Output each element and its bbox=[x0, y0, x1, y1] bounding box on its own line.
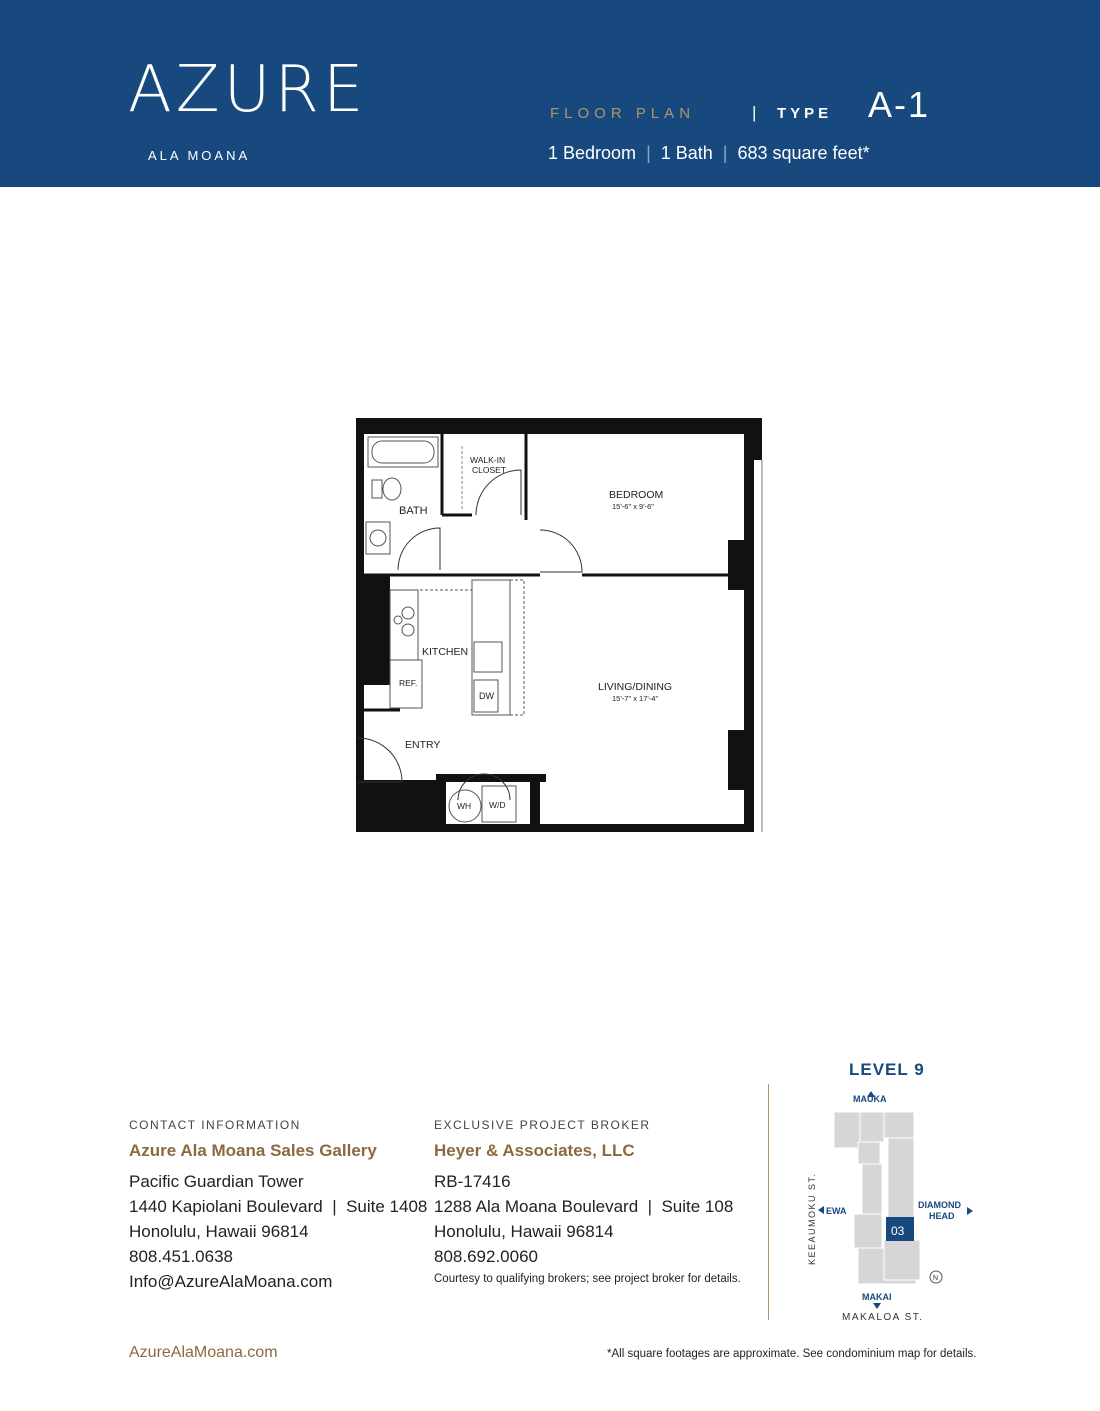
contact-address: 1440 Kapiolani Boulevard | Suite 1408 bbox=[129, 1197, 428, 1216]
label-wh: WH bbox=[457, 801, 472, 811]
label-head: HEAD bbox=[929, 1211, 955, 1221]
spec-separator: | bbox=[722, 143, 728, 163]
unit-number: 03 bbox=[891, 1224, 905, 1238]
label-walkin: WALK-IN bbox=[470, 455, 506, 465]
contact-heading: CONTACT INFORMATION bbox=[129, 1118, 301, 1132]
diamond-head-arrow-icon bbox=[967, 1207, 973, 1215]
contact-name: Azure Ala Moana Sales Gallery bbox=[129, 1141, 377, 1160]
floor-plan-label: FLOOR PLAN bbox=[550, 105, 696, 122]
broker-name: Heyer & Associates, LLC bbox=[434, 1141, 635, 1160]
header-banner bbox=[0, 0, 1100, 187]
website-link[interactable]: AzureAlaMoana.com bbox=[129, 1344, 278, 1361]
contact-section bbox=[129, 1118, 427, 1294]
label-kitchen: KITCHEN bbox=[422, 646, 469, 658]
broker-phone[interactable]: 808.692.0060 bbox=[434, 1247, 538, 1266]
type-code: A-1 bbox=[868, 84, 931, 125]
label-entry: ENTRY bbox=[405, 739, 441, 751]
broker-note: Courtesy to qualifying brokers; see project broker for details. bbox=[434, 1273, 741, 1285]
label-diamond: DIAMOND bbox=[918, 1200, 961, 1210]
label-bedroom-dims: 15'-6" x 9'-6" bbox=[612, 502, 654, 511]
walls bbox=[356, 418, 762, 832]
plan-specs bbox=[548, 143, 870, 164]
contact-email[interactable]: Info@AzureAlaMoana.com bbox=[129, 1272, 333, 1291]
north-label: N bbox=[933, 1275, 939, 1282]
label-keeaumoku: KEEAUMOKU ST. bbox=[807, 1172, 817, 1265]
label-bath: BATH bbox=[399, 505, 428, 517]
site-key-map bbox=[790, 1082, 990, 1332]
brand-logo: AZURE bbox=[128, 53, 368, 127]
label-living: LIVING/DINING bbox=[598, 681, 673, 693]
label-mauka: MAUKA bbox=[853, 1094, 887, 1104]
label-makai: MAKAI bbox=[862, 1292, 892, 1302]
broker-city: Honolulu, Hawaii 96814 bbox=[434, 1222, 614, 1241]
contact-phone[interactable]: 808.451.0638 bbox=[129, 1247, 233, 1266]
contact-city: Honolulu, Hawaii 96814 bbox=[129, 1222, 309, 1241]
label-closet: CLOSET bbox=[472, 465, 507, 475]
label-living-dims: 15'-7" x 17'-4" bbox=[612, 694, 659, 703]
footer-divider bbox=[768, 1084, 769, 1320]
spec-baths: 1 Bath bbox=[660, 143, 713, 163]
spec-bedrooms: 1 Bedroom bbox=[548, 143, 637, 163]
spec-separator: | bbox=[646, 143, 651, 163]
broker-license: RB-17416 bbox=[434, 1172, 511, 1191]
spec-area: 683 square feet* bbox=[737, 143, 870, 163]
broker-heading: EXCLUSIVE PROJECT BROKER bbox=[434, 1118, 651, 1132]
toilet bbox=[383, 478, 401, 500]
contact-building: Pacific Guardian Tower bbox=[129, 1172, 304, 1191]
label-wd: W/D bbox=[489, 800, 506, 810]
label-bedroom: BEDROOM bbox=[609, 489, 664, 501]
broker-section bbox=[434, 1118, 741, 1285]
label-ewa: EWA bbox=[826, 1206, 847, 1216]
broker-address: 1288 Ala Moana Boulevard | Suite 108 bbox=[434, 1197, 734, 1216]
label-ref: REF. bbox=[399, 678, 418, 688]
label-makaloa: MAKALOA ST. bbox=[842, 1312, 924, 1323]
disclaimer-text: *All square footages are approximate. See condominium map for details. bbox=[607, 1348, 977, 1360]
brand-subtitle: ALA MOANA bbox=[148, 148, 251, 163]
makai-arrow-icon bbox=[873, 1303, 881, 1309]
level-title: LEVEL 9 bbox=[849, 1060, 925, 1079]
label-dw: DW bbox=[479, 691, 494, 701]
floor-plan-drawing bbox=[340, 410, 780, 850]
ewa-arrow-icon bbox=[818, 1206, 824, 1214]
type-label: TYPE bbox=[777, 105, 833, 122]
plan-divider: | bbox=[752, 103, 757, 122]
